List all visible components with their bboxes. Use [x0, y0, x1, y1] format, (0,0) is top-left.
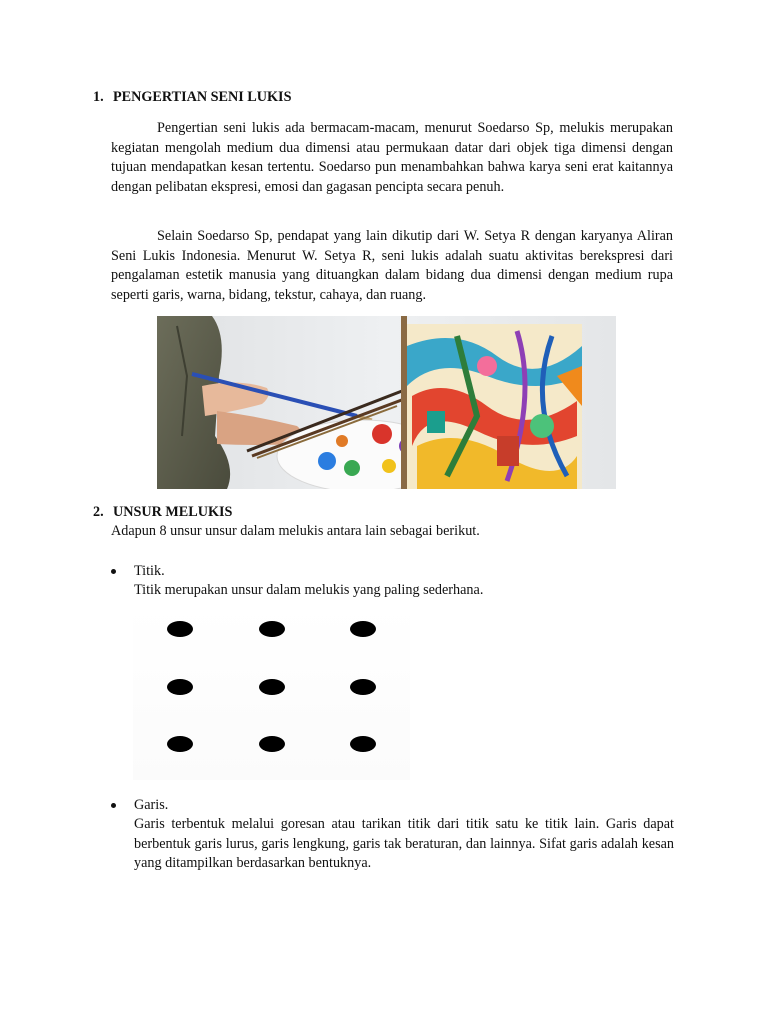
- list-item-description: Titik merupakan unsur dalam melukis yang paling sederhana.: [134, 582, 484, 598]
- dot-shape: [259, 621, 285, 637]
- section-2-heading: [93, 503, 232, 523]
- dot-shape: [167, 736, 193, 752]
- dots-illustration: [133, 605, 410, 780]
- dot-shape: [350, 621, 376, 637]
- section-2-number: 2.: [93, 504, 104, 520]
- dot-shape: [350, 736, 376, 752]
- section-1-heading: [93, 88, 291, 108]
- section-1-number: 1.: [93, 89, 104, 105]
- list-item-title: Garis.: [134, 797, 169, 813]
- section-1-paragraph-2: Selain Soedarso Sp, pendapat yang lain dikutip dari W. Setya R dengan karyanya Aliran Seni Lukis Indonesia. Menurut W. Setya R, seni lukis adalah suatu aktivitas berekspresi dari pengalaman estetik manusia yang dituangkan dalam bidang dua dimensi dengan medium rupa seperti garis, warna, bidang, tekstur, cahaya, dan ruang.: [111, 228, 673, 303]
- section-1-paragraph-1: Pengertian seni lukis ada bermacam-macam, menurut Soedarso Sp, melukis merupakan kegiatan mengolah medium dua dimensi atau permukaan datar dari objek tiga dimensi dengan tujuan mendapatkan kesan tertentu. Soedarso pun menambahkan bahwa karya seni erat kaitannya dengan pelibatan ekspresi, emosi dan gagasan pencipta secara penuh.: [111, 120, 673, 195]
- dot-shape: [167, 679, 193, 695]
- bullet-icon: [111, 569, 116, 574]
- section-2-intro: Adapun 8 unsur unsur dalam melukis antara lain sebagai berikut.: [111, 523, 480, 539]
- bullet-icon: [111, 803, 116, 808]
- list-item-description: Garis terbentuk melalui goresan atau tarikan titik dari titik satu ke titik lain. Garis dapat berbentuk garis lurus, garis lengkung, garis tak beraturan, dan lainnya. Sifat garis adalah kesan yang ditampilkan berdasarkan bentuknya.: [134, 816, 674, 872]
- painter-illustration: [157, 316, 616, 489]
- dot-shape: [350, 679, 376, 695]
- list-item-title: Titik.: [134, 563, 165, 579]
- dot-shape: [167, 621, 193, 637]
- dot-shape: [259, 679, 285, 695]
- dot-shape: [259, 736, 285, 752]
- section-2-title: UNSUR MELUKIS: [113, 504, 233, 520]
- section-1-title: PENGERTIAN SENI LUKIS: [113, 89, 292, 105]
